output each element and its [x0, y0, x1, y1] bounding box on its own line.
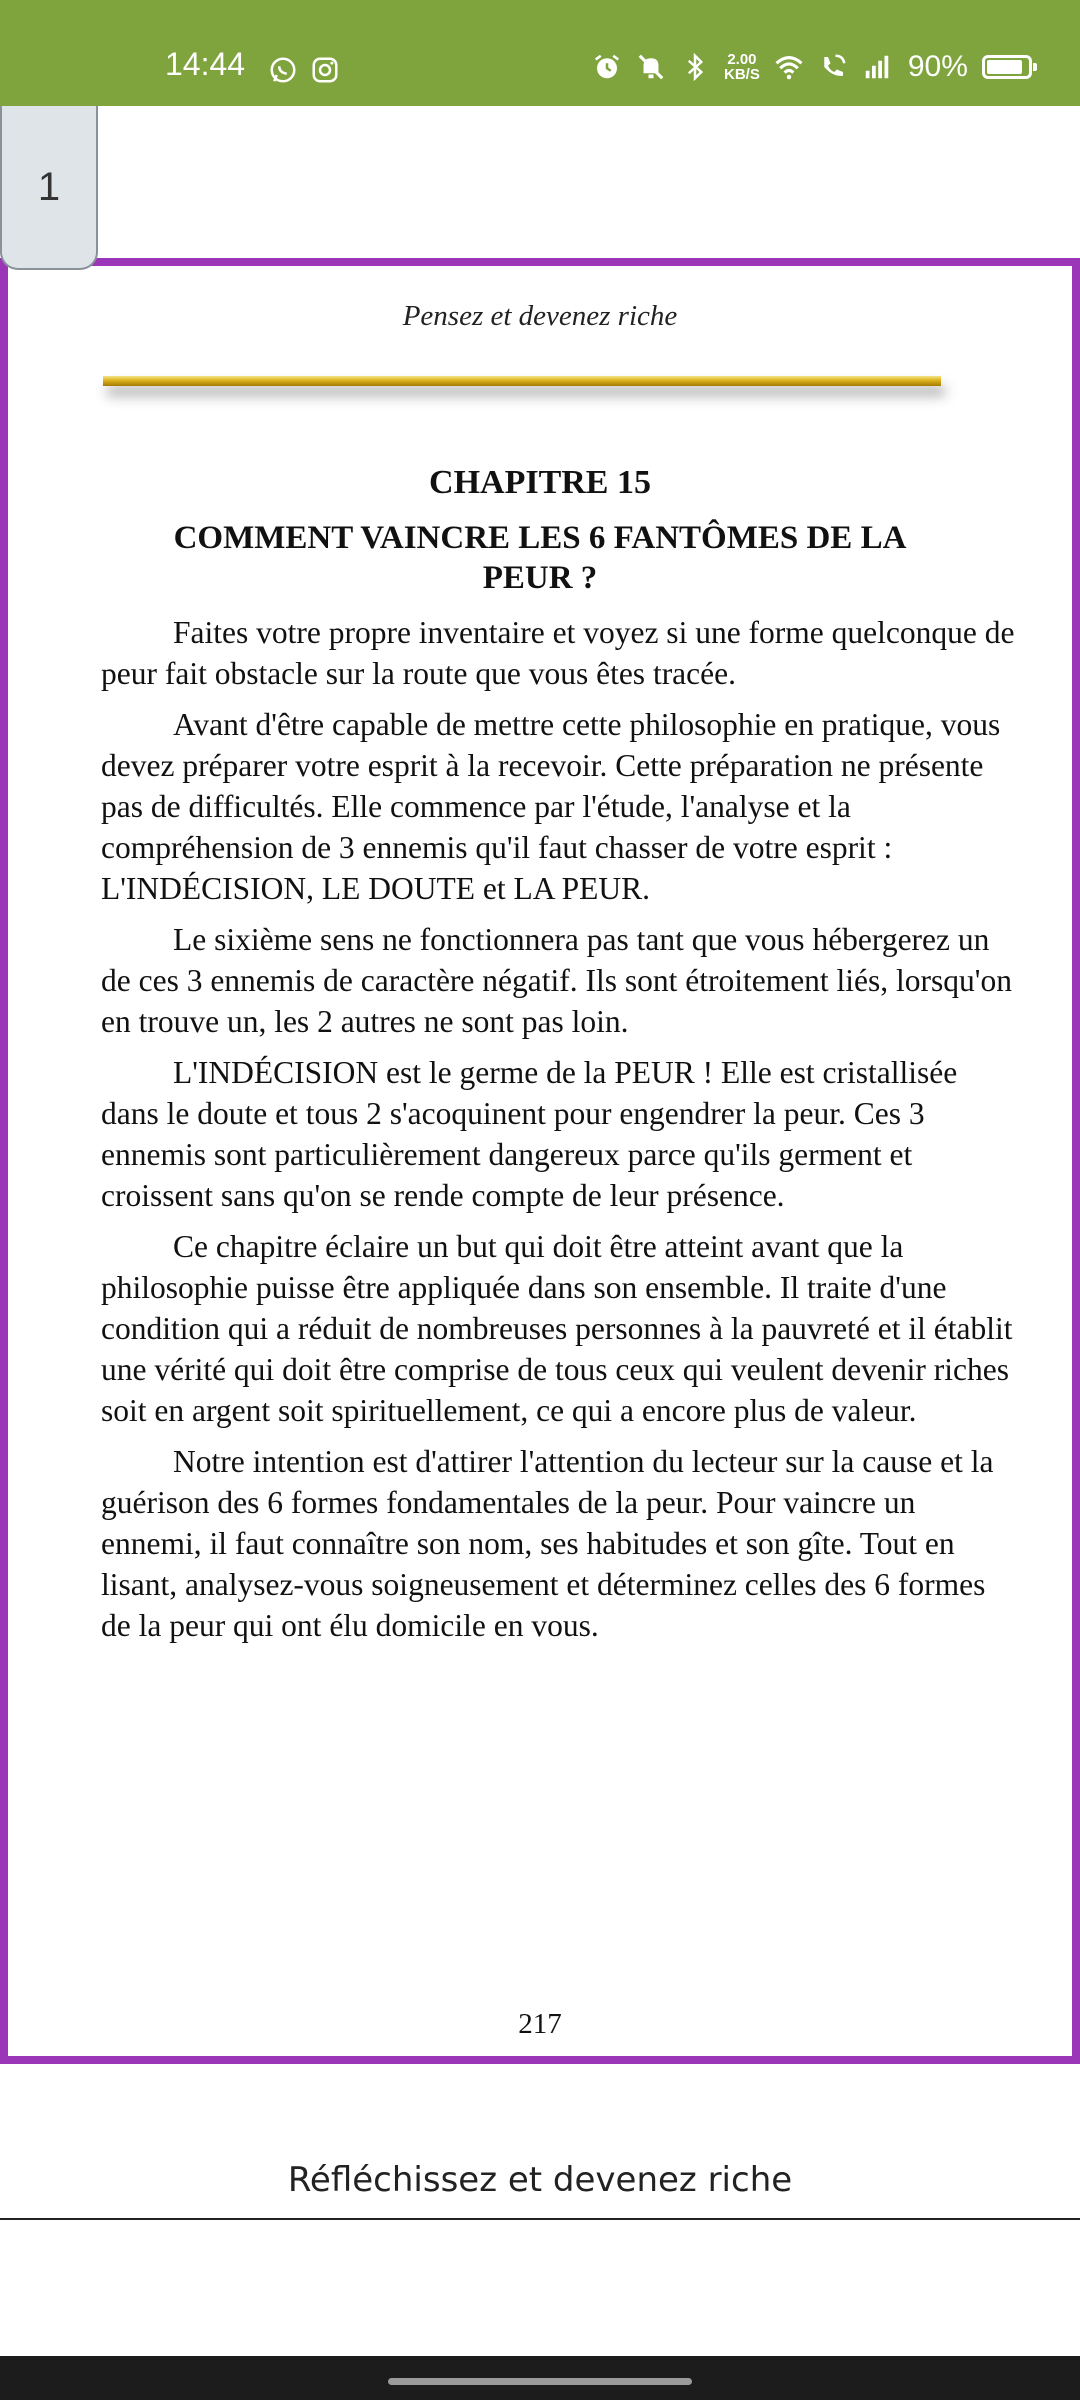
chapter-title: COMMENT VAINCRE LES 6 FANTÔMES DE LA PEUR ? [173, 520, 907, 596]
chapter-number: CHAPITRE 15 [429, 464, 651, 501]
running-header: Pensez et devenez riche [402, 300, 678, 332]
page-indicator-tab[interactable] [0, 106, 98, 270]
instagram-icon [310, 55, 340, 85]
paragraph: Faites votre propre inventaire et voyez si une forme quelconque de peur fait obstacle sur la route que vous êtes tracée. [101, 615, 1015, 691]
book-page[interactable] [0, 258, 1080, 2064]
home-gesture-handle[interactable] [388, 2378, 692, 2385]
paragraph: L'INDÉCISION est le germe de la PEUR ! Elle est cristallisée dans le doute et tous 2 s'acoquinent pour engendrer la peur. Ces 3 ennemis sont particulièrement dangereux parce qu'ils germent et croissent sans qu'on se rende compte de leur présence. [101, 1055, 958, 1213]
bluetooth-icon [680, 52, 710, 82]
whatsapp-icon [268, 55, 298, 85]
battery-percent: 90% [907, 50, 968, 83]
notification-icons [268, 55, 340, 85]
header-rule [103, 376, 941, 386]
wifi-icon [774, 52, 804, 82]
system-icons [592, 52, 1032, 82]
wifi-call-icon [818, 52, 848, 82]
paragraph: Ce chapitre éclaire un but qui doit être atteint avant que la philosophie puisse être appliquée dans son ensemble. Il traite d'une condition qui a réduit de nombreuses personnes à la pauvreté et il établit une vérité qui doit être comprise de tous ceux qui veulent devenir riches soit en argent soit spirituellement, ce qui a encore plus de valeur. [101, 1229, 1013, 1428]
page-body [101, 612, 1021, 1656]
paragraph: Le sixième sens ne fonctionnera pas tant que vous hébergerez un de ces 3 ennemis de caractère négatif. Ils sont étroitement liés, lorsqu'on en trouve un, les 2 autres ne sont pas loin. [101, 922, 1012, 1039]
battery-level [987, 60, 1023, 74]
signal-icon [862, 52, 892, 82]
battery-icon [982, 55, 1032, 79]
bottom-panel [0, 2218, 1080, 2358]
paragraph: Notre intention est d'attirer l'attention du lecteur sur la cause et la guérison des 6 formes fondamentales de la peur. Pour vaincre un ennemi, il faut connaître son nom, ses habitudes et son gîte. Tout en lisant, analysez-vous soigneusement et déterminez celles des 6 formes de la peur qui ont élu domicile en vous. [101, 1444, 994, 1643]
book-title: Réfléchissez et devenez riche [287, 2160, 793, 2200]
page-indicator-number: 1 [37, 164, 61, 209]
network-speed: 2.00 KB/S [724, 51, 760, 83]
status-bar [0, 0, 1080, 106]
status-time: 14:44 [165, 46, 246, 82]
navigation-bar [0, 2356, 1080, 2400]
page-number: 217 [518, 2008, 562, 2040]
paragraph: Avant d'être capable de mettre cette philosophie en pratique, vous devez préparer votre esprit à la recevoir. Cette préparation ne présente pas de difficultés. Elle commence par l'étude, l'analyse et la compréhension de 3 ennemis qu'il faut chasser de votre esprit : L'INDÉCISION, LE DOUTE et LA PEUR. [101, 707, 1001, 906]
mute-icon [636, 52, 666, 82]
alarm-icon [592, 52, 622, 82]
